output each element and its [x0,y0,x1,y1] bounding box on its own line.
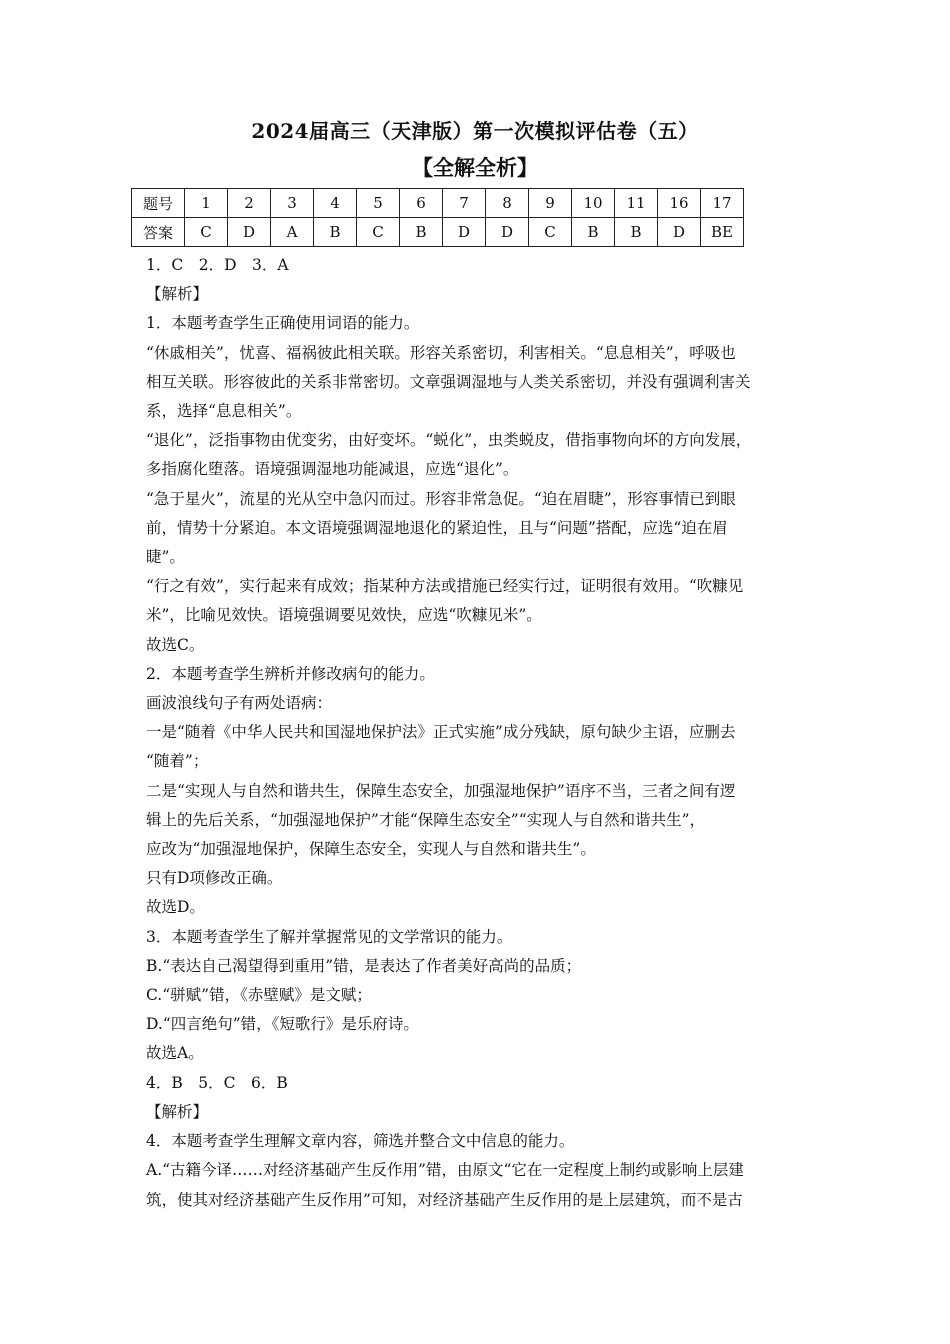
answer-cell: D [228,218,271,247]
text-line: 米”，比喻见效快。语境强调要见效快，应选“吹糠见米”。 [146,606,542,625]
question-number-cell: 3 [271,189,314,218]
text-line: B.“表达自己渴望得到重用”错，是表达了作者美好高尚的品质； [146,956,582,975]
text-line: 睫”。 [146,548,185,567]
answer-cell: B [400,218,443,247]
text-line: D.“四言绝句”错，《短歌行》是乐府诗。 [146,1015,419,1034]
text-line: “随着”； [146,752,209,771]
question-number-cell: 11 [615,189,658,218]
text-line: “行之有效”，实行起来有成效；指某种方法或措施已经实行过，证明很有效用。“吹糠见 [146,577,744,596]
question-number-cell: 17 [701,189,744,218]
text-line: 只有D项修改正确。 [146,869,283,888]
text-line: 画波浪线句子有两处语病： [146,694,333,713]
answer-cell: A [271,218,314,247]
text-line: 辑上的先后关系，“加强湿地保护”才能“保障生态安全”“实现人与自然和谐共生”， [146,810,706,829]
answer-table-question-row [132,189,744,218]
question-number-cell: 4 [314,189,357,218]
text-line: 故选C。 [146,635,205,654]
question-number-cell: 9 [529,189,572,218]
text-line: 故选D。 [146,898,205,917]
text-line: 3．本题考查学生了解并掌握常见的文学常识的能力。 [146,927,513,946]
text-line: 二是“实现人与自然和谐共生，保障生态安全，加强湿地保护”语序不当，三者之间有逻 [146,781,736,800]
text-line: 2．本题考查学生辨析并修改病句的能力。 [146,664,435,683]
answer-cell: D [486,218,529,247]
question-number-cell: 7 [443,189,486,218]
text-line: 多指腐化堕落。语境强调湿地功能减退，应选“退化”。 [146,460,519,479]
document-title: 2024届高三（天津版）第一次模拟评估卷（五） [251,119,699,143]
text-line: 应改为“加强湿地保护，保障生态安全，实现人与自然和谐共生”。 [146,840,596,859]
text-line: “休戚相关”，忧喜、福祸彼此相关联。形容关系密切，利害相关。“息息相关”，呼吸也 [146,343,736,362]
text-line: 系，选择“息息相关”。 [146,402,302,421]
text-line: 4．B 5．C 6．B [146,1073,288,1092]
question-row-label: 题号 [132,189,185,218]
text-line: 1．C 2．D 3．A [146,256,289,274]
text-line: 前，情势十分紧迫。本文语境强调湿地退化的紧迫性，且与“问题”搭配，应选“迫在眉 [146,518,728,537]
text-line: 相互关联。形容彼此的关系非常密切。文章强调湿地与人类关系密切，并没有强调利害关 [146,372,751,391]
document-subtitle: 【全解全析】 [412,155,538,180]
question-number-cell: 6 [400,189,443,218]
text-line: A.“古籍今译……对经济基础产生反作用”错，由原文“它在一定程度上制约或影响上层建 [146,1161,744,1180]
question-number-cell: 8 [486,189,529,218]
answer-cell: C [185,218,228,247]
answer-cell: B [314,218,357,247]
answer-row-label: 答案 [132,218,185,247]
explanation-body [146,251,816,1215]
answer-table [131,188,744,247]
answer-cell: D [443,218,486,247]
text-line: 4．本题考查学生理解文章内容，筛选并整合文中信息的能力。 [146,1132,575,1151]
answer-cell: B [615,218,658,247]
text-line: 筑，使其对经济基础产生反作用”可知，对经济基础产生反作用的是上层建筑，而不是古 [146,1190,743,1209]
question-number-cell: 1 [185,189,228,218]
text-line: “退化”，泛指事物由优变劣，由好变坏。“蜕化”，虫类蜕皮，借指事物向坏的方向发展， [146,431,752,450]
text-line: 【解析】 [146,1102,209,1121]
answer-table-answer-row [132,218,744,247]
text-line: 故选A。 [146,1044,204,1063]
text-line: 【解析】 [146,285,209,304]
answer-cell: BE [701,218,744,247]
question-number-cell: 2 [228,189,271,218]
text-line: 1．本题考查学生正确使用词语的能力。 [146,314,420,333]
text-line: C.“骈赋”错，《赤壁赋》是文赋； [146,986,372,1005]
text-line: 一是“随着《中华人民共和国湿地保护法》正式实施”成分残缺，原句缺少主语，应删去 [146,723,736,742]
answer-cell: C [357,218,400,247]
answer-cell: C [529,218,572,247]
question-number-cell: 5 [357,189,400,218]
question-number-cell: 16 [658,189,701,218]
answer-cell: D [658,218,701,247]
text-line: “急于星火”，流星的光从空中急闪而过。形容非常急促。“迫在眉睫”，形容事情已到眼 [146,489,736,508]
question-number-cell: 10 [572,189,615,218]
answer-cell: B [572,218,615,247]
